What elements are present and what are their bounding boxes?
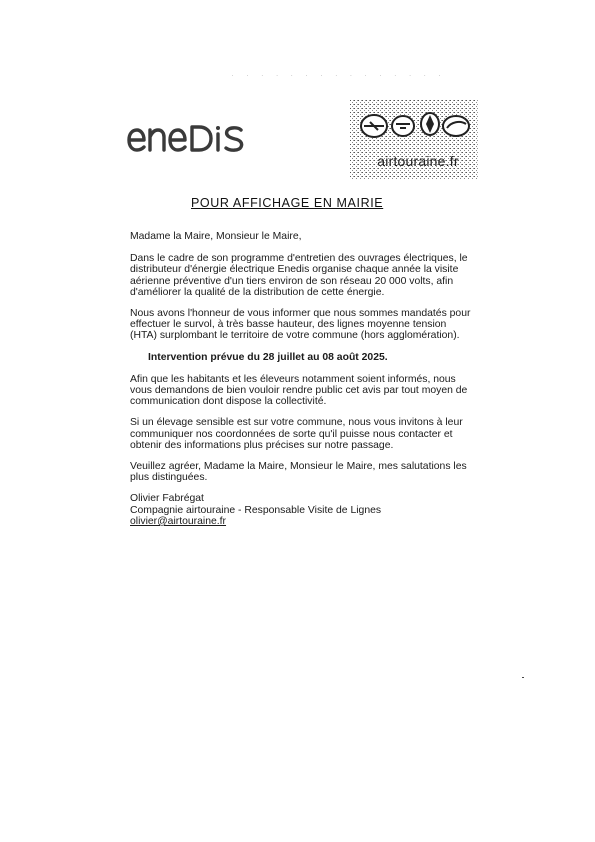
airtouraine-url-label: airtouraine.fr	[377, 153, 459, 169]
fax-header-noise: . . . . . . . . . . . . . . .	[232, 72, 447, 78]
enedis-logo	[126, 124, 246, 156]
drone-icon	[443, 116, 469, 136]
signer-role: Compagnie airtouraine - Responsable Visite de Lignes	[130, 504, 382, 516]
salutation: Madame la Maire, Monsieur le Maire,	[130, 231, 302, 242]
paragraph-livestock: Si un élevage sensible est sur votre commune, nous vous invitons à leur communiquer nos coordonnées de sorte qu'il puisse nous contacter et obtenir des informations plus précises sur notre passage.	[130, 417, 463, 451]
letter-body	[130, 231, 475, 527]
intervention-dates: Intervention prévue du 28 juillet au 08 août 2025.	[148, 351, 388, 363]
compass-icon	[421, 113, 439, 135]
signer-email-link[interactable]: olivier@airtouraine.fr	[130, 515, 227, 527]
paragraph-inform: Afin que les habitants et les éleveurs notamment soient informés, nous vous demandons de bien vouloir rendre public cet avis par tout moyen de communication dont dispose la collectivité.	[130, 373, 468, 408]
signer-name: Olivier Fabrégat	[130, 493, 204, 505]
paragraph-program: Dans le cadre de son programme d'entretien des ouvrages électriques, le distributeur d'énergie électrique Enedis organise chaque année la visite aérienne préventive d'un tiers environ de son réseau 20 000 volts, afin d'améliorer la qualité de la distribution de cette énergie.	[130, 253, 468, 298]
closing: Veuillez agréer, Madame la Maire, Monsieur le Maire, mes salutations les plus distinguées.	[130, 461, 467, 484]
signature-block	[130, 493, 475, 527]
paragraph-mandate: Nous avons l'honneur de vous informer que nous sommes mandatés pour effectuer le survol, à très basse hauteur, des lignes moyenne tension (HTA) surplombant le territoire de votre commune (hors agglomération).	[130, 308, 471, 342]
scan-speck	[522, 677, 524, 678]
plane-icon	[361, 115, 387, 137]
page-title: POUR AFFICHAGE EN MAIRIE	[191, 196, 384, 210]
helicopter-icon	[392, 116, 414, 136]
